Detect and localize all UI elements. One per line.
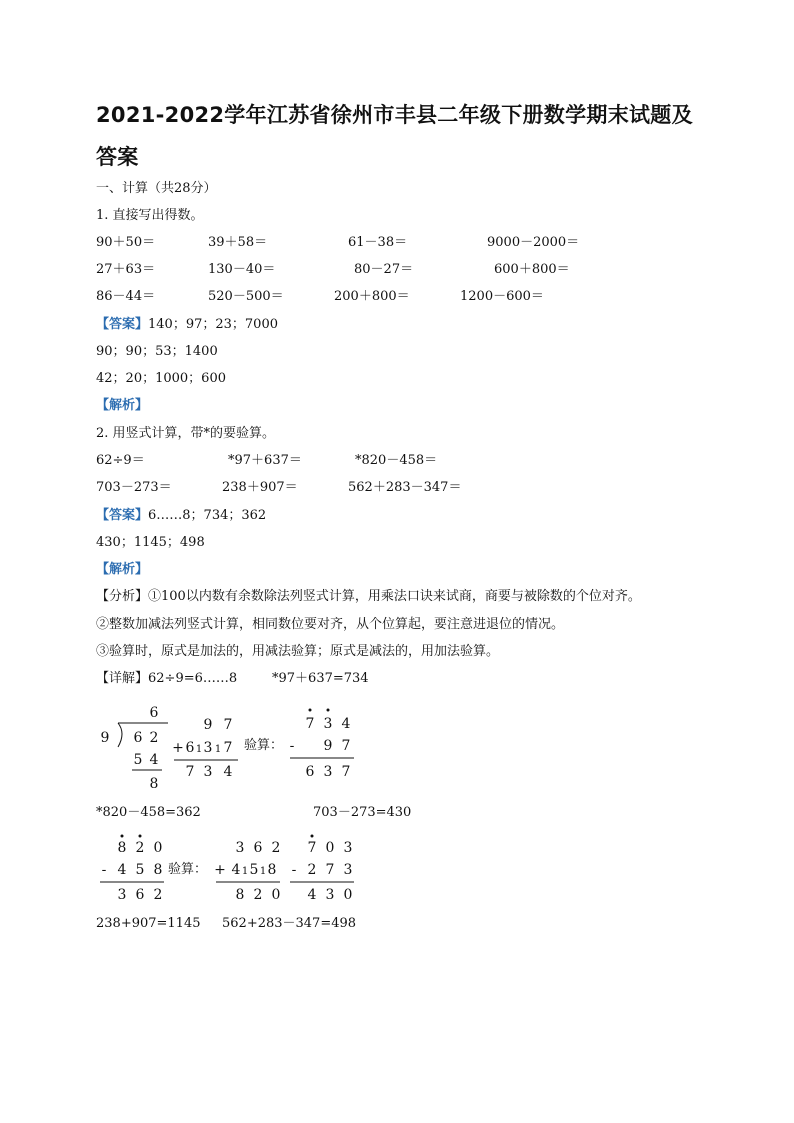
carry-digit: 1 [195,744,203,755]
q1-answer-line [96,317,278,333]
detail-result: 562+283－347=498 [222,916,357,931]
detail-label: 【详解】 [96,671,149,686]
bottom-digit: 7 [325,862,335,878]
analysis-tag: 【解析】 [96,398,149,413]
check-label: 验算： [244,738,284,753]
detail-result: *97＋637=734 [272,671,369,686]
analysis-label: 【分析】 [96,589,149,604]
result-digit: 7 [341,764,351,780]
top-digit: 8 [117,840,127,856]
operator-sign: + [214,862,226,878]
result-digit: 2 [253,887,263,903]
question-1-prompt: 1. 直接写出得数。 [96,208,204,223]
top-digit: 2 [271,840,281,856]
vertical-subtraction [286,830,356,906]
q1-item: 80－27＝ [354,262,414,277]
quotient-digit: 6 [149,705,159,721]
vertical-addition [170,712,240,782]
top-digit: 3 [343,840,353,856]
result-digit: 7 [185,764,195,780]
dividend-digit: 6 [133,730,143,746]
borrow-dot [311,835,314,838]
product-digit: 5 [133,752,143,768]
q2-item: 238＋907＝ [222,480,298,495]
detail-result: 62÷9=6……8 [148,671,238,686]
q1-item: 86－44＝ [96,289,156,304]
bottom-digit: 3 [343,862,353,878]
division-bracket [118,723,122,747]
result-digit: 4 [223,764,233,780]
result-digit: 3 [323,764,333,780]
carry-digit: 1 [214,744,222,755]
result-digit: 3 [117,887,127,903]
q1-answer-text: 140；97；23；7000 [148,317,278,332]
top-digit: 0 [325,840,335,856]
q1-item: 520－500＝ [208,289,284,304]
q2-answer-line [96,508,266,524]
q2-item: *97＋637＝ [228,453,302,468]
q2-item: 562＋283－347＝ [348,480,462,495]
result-digit: 0 [271,887,281,903]
result-digit: 6 [305,764,315,780]
product-digit: 4 [149,752,159,768]
vertical-check-subtraction [286,700,356,782]
q1-item: 1200－600＝ [460,289,544,304]
divisor-digit: 9 [100,730,110,746]
q1-item: 9000－2000＝ [487,235,580,250]
question-2-prompt: 2. 用竖式计算，带*的要验算。 [96,426,276,441]
result-digit: 4 [307,887,317,903]
vertical-check-addition [212,834,282,906]
vertical-subtraction [96,830,166,906]
analysis-tag: 【解析】 [96,562,149,577]
borrow-dot [309,709,312,712]
result-digit: 0 [343,887,353,903]
section-heading: 一、计算（共28分） [96,181,217,196]
top-digit: 7 [307,840,317,856]
q2-answer-text: 430；1145；498 [96,535,205,550]
bottom-digit: 7 [223,740,233,756]
q1-answer-text: 42；20；1000；600 [96,371,226,386]
top-digit: 0 [153,840,163,856]
analysis-text: ①100以内数有余数除法列竖式计算，用乘法口诀来试商，商要与被除数的个位对齐。 [148,589,641,604]
result-digit: 8 [235,887,245,903]
top-digit: 7 [223,717,233,733]
bottom-digit: 3 [203,740,213,756]
operator-sign: - [101,862,107,878]
top-digit: 2 [135,840,145,856]
bottom-digit: 5 [249,862,259,878]
q1-item: 200＋800＝ [334,289,410,304]
answer-tag: 【答案】 [96,317,149,332]
q2-item: *820－458＝ [355,453,438,468]
q1-item: 39＋58＝ [208,235,268,250]
bottom-digit: 9 [323,738,333,754]
bottom-digit: 2 [307,862,317,878]
q2-answer-text: 6……8；734；362 [148,508,267,523]
analysis-line [96,589,641,605]
document-title: 2021-2022学年江苏省徐州市丰县二年级下册数学期末试题及答案 [96,103,693,169]
analysis-text: ②整数加减法列竖式计算，相同数位要对齐，从个位算起，要注意进退位的情况。 [96,617,565,632]
long-division [96,700,176,796]
detail-result: 703－273=430 [313,805,412,820]
detail-result: *820－458=362 [96,805,201,820]
top-digit: 4 [341,716,351,732]
remainder-digit: 8 [149,776,159,792]
operator-sign: - [289,738,295,754]
carry-digit: 1 [259,866,267,877]
bottom-digit: 4 [231,862,241,878]
q1-item: 90＋50＝ [96,235,156,250]
q2-item: 703－273＝ [96,480,172,495]
q2-item: 62÷9＝ [96,453,145,468]
bottom-digit: 5 [135,862,145,878]
answer-tag: 【答案】 [96,508,149,523]
operator-sign: + [172,740,184,756]
dividend-digit: 2 [149,730,159,746]
detail-result: 238+907=1145 [96,916,201,931]
borrow-dot [121,835,124,838]
top-digit: 3 [235,840,245,856]
analysis-text: ③验算时，原式是加法的，用减法验算；原式是减法的，用加法验算。 [96,644,500,659]
check-label: 验算： [168,862,208,877]
detail-line [96,671,237,687]
q1-item: 61－38＝ [348,235,408,250]
q1-item: 600＋800＝ [494,262,570,277]
result-digit: 2 [153,887,163,903]
bottom-digit: 7 [341,738,351,754]
q1-answer-text: 90；90；53；1400 [96,344,218,359]
q1-item: 130－40＝ [208,262,276,277]
borrow-dot [139,835,142,838]
borrow-dot [327,709,330,712]
q1-item: 27＋63＝ [96,262,156,277]
top-digit: 3 [323,716,333,732]
result-digit: 3 [325,887,335,903]
top-digit: 9 [203,717,213,733]
result-digit: 6 [135,887,145,903]
result-digit: 3 [203,764,213,780]
bottom-digit: 4 [117,862,127,878]
bottom-digit: 8 [267,862,277,878]
top-digit: 6 [253,840,263,856]
carry-digit: 1 [241,866,249,877]
bottom-digit: 8 [153,862,163,878]
top-digit: 7 [305,716,315,732]
bottom-digit: 6 [185,740,195,756]
operator-sign: - [291,862,297,878]
